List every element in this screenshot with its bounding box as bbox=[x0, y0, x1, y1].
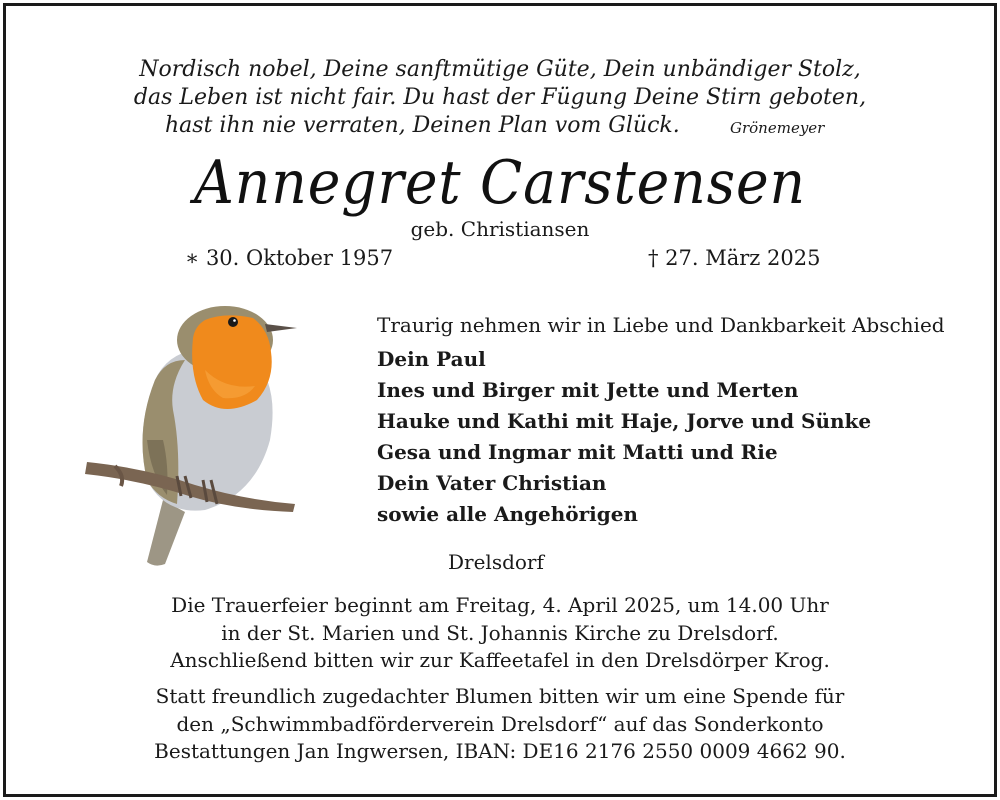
mourner-name: Gesa und Ingmar mit Matti und Rie bbox=[377, 440, 778, 464]
mourner-name: Dein Vater Christian bbox=[377, 471, 607, 495]
death-date: † 27. März 2025 bbox=[648, 246, 821, 270]
farewell-intro: Traurig nehmen wir in Liebe und Dankbarkeit Abschied bbox=[377, 313, 945, 337]
mourner-name: Dein Paul bbox=[377, 347, 486, 371]
quote-line-2: das Leben ist nicht fair. Du hast der Fügung Deine Stirn geboten, bbox=[133, 85, 867, 110]
donation-line-1: Statt freundlich zugedachter Blumen bitten wir um eine Spende für bbox=[155, 684, 845, 708]
ceremony-line-1: Die Trauerfeier beginnt am Freitag, 4. April 2025, um 14.00 Uhr bbox=[171, 593, 829, 617]
mourner-name: sowie alle Angehörigen bbox=[377, 502, 638, 526]
mourners-list bbox=[377, 344, 871, 530]
robin-illustration bbox=[85, 290, 300, 570]
quote-author: Grönemeyer bbox=[730, 119, 825, 137]
mourner-name: Hauke und Kathi mit Haje, Jorve und Sünke bbox=[377, 409, 872, 433]
quote-line-3: hast ihn nie verraten, Deinen Plan vom Glück. bbox=[165, 113, 680, 138]
ceremony-info bbox=[0, 592, 1000, 675]
mourner-name: Ines und Birger mit Jette und Merten bbox=[377, 378, 799, 402]
ceremony-line-3: Anschließend bitten wir zur Kaffeetafel in den Drelsdörper Krog. bbox=[170, 648, 830, 672]
maiden-name: geb. Christiansen bbox=[410, 217, 590, 241]
birth-date: ∗ 30. Oktober 1957 bbox=[185, 246, 394, 270]
ceremony-line-2: in der St. Marien und St. Johannis Kirche zu Drelsdorf. bbox=[221, 620, 779, 645]
donation-info bbox=[0, 683, 1000, 766]
quote-line-1: Nordisch nobel, Deine sanftmütige Güte, Dein unbändiger Stolz, bbox=[139, 57, 861, 82]
place-name: Drelsdorf bbox=[448, 550, 544, 574]
donation-line-3: Bestattungen Jan Ingwersen, IBAN: DE16 2176 2550 0009 4662 90. bbox=[154, 739, 846, 763]
donation-line-2: den „Schwimmbadförderverein Drelsdorf“ auf das Sonderkonto bbox=[176, 711, 824, 736]
deceased-name: Annegret Carstensen bbox=[193, 148, 807, 218]
